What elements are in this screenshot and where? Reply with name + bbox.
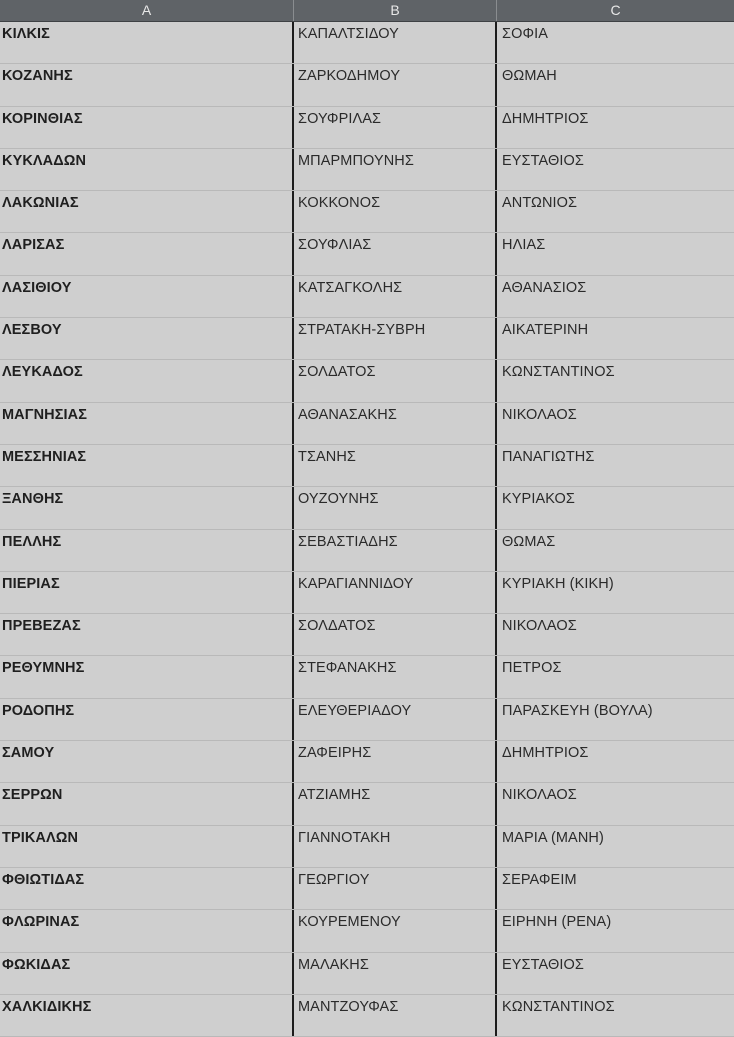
cell-a[interactable]: ΛΕΣΒΟΥ (0, 318, 294, 359)
cell-a[interactable]: ΠΕΛΛΗΣ (0, 530, 294, 571)
cell-c[interactable]: ΠΑΡΑΣΚΕΥΗ (ΒΟΥΛΑ) (502, 702, 653, 719)
cell-a[interactable]: ΚΟΡΙΝΘΙΑΣ (0, 107, 294, 148)
cell-b[interactable]: ΚΑΡΑΓΙΑΝΝΙΔΟΥ (294, 572, 497, 613)
cell-c[interactable]: ΣΟΦΙΑ (502, 26, 549, 42)
table-row (0, 149, 734, 191)
cell-b[interactable]: ΚΑΠΑΛΤΣΙΔΟΥ (294, 22, 497, 63)
table-row (0, 783, 734, 825)
cell-c[interactable]: ΑΙΚΑΤΕΡΙΝΗ (502, 322, 589, 339)
table-row (0, 614, 734, 656)
table-row (0, 318, 734, 360)
cell-b[interactable]: ΣΤΕΦΑΝΑΚΗΣ (294, 656, 497, 697)
table-row (0, 953, 734, 995)
cell-a[interactable]: ΡΟΔΟΠΗΣ (0, 699, 294, 740)
cell-b[interactable]: ΤΣΑΝΗΣ (294, 445, 497, 486)
cell-c[interactable]: ΠΕΤΡΟΣ (502, 660, 562, 677)
cell-c[interactable]: ΕΥΣΤΑΘΙΟΣ (502, 956, 584, 973)
cell-a[interactable]: ΜΑΓΝΗΣΙΑΣ (0, 403, 294, 444)
table-row (0, 868, 734, 910)
cell-b[interactable]: ΕΛΕΥΘΕΡΙΑΔΟΥ (294, 699, 497, 740)
cell-c[interactable]: ΠΑΝΑΓΙΩΤΗΣ (502, 448, 595, 465)
cell-b[interactable]: ΣΕΒΑΣΤΙΑΔΗΣ (294, 530, 497, 571)
cell-a[interactable]: ΛΑΣΙΘΙΟΥ (0, 276, 294, 317)
table-row (0, 572, 734, 614)
cell-c[interactable]: ΚΥΡΙΑΚΟΣ (502, 491, 575, 508)
cell-c[interactable]: ΕΥΣΤΑΘΙΟΣ (502, 152, 584, 169)
cell-c[interactable]: ΘΩΜΑΣ (502, 533, 556, 550)
cell-c[interactable]: ΝΙΚΟΛΑΟΣ (502, 618, 577, 635)
table-row (0, 995, 734, 1037)
cell-a[interactable]: ΧΑΛΚΙΔΙΚΗΣ (0, 995, 294, 1036)
table-row (0, 826, 734, 868)
cell-a[interactable]: ΦΘΙΩΤΙΔΑΣ (0, 868, 294, 909)
cell-c[interactable]: ΕΙΡΗΝΗ (ΡΕΝΑ) (502, 914, 612, 931)
cell-a[interactable]: ΚΟΖΑΝΗΣ (0, 64, 294, 105)
table-row (0, 445, 734, 487)
cell-c[interactable]: ΔΗΜΗΤΡΙΟΣ (502, 110, 589, 127)
cell-b[interactable]: ΚΟΥΡΕΜΕΝΟΥ (294, 910, 497, 951)
cell-a[interactable]: ΣΑΜΟΥ (0, 741, 294, 782)
table-row (0, 276, 734, 318)
cell-b[interactable]: ΚΟΚΚΟΝΟΣ (294, 191, 497, 232)
cell-a[interactable]: ΦΛΩΡΙΝΑΣ (0, 910, 294, 951)
table-row (0, 656, 734, 698)
cell-a[interactable]: ΛΕΥΚΑΔΟΣ (0, 360, 294, 401)
column-header-a[interactable]: A (0, 0, 294, 21)
cell-a[interactable]: ΚΙΛΚΙΣ (0, 22, 294, 63)
cell-c[interactable]: ΑΝΤΩΝΙΟΣ (502, 195, 578, 212)
table-row (0, 64, 734, 106)
column-header-c[interactable]: C (610, 2, 621, 18)
table-row (0, 530, 734, 572)
table-row (0, 403, 734, 445)
cell-b[interactable]: ΣΟΥΦΛΙΑΣ (294, 233, 497, 274)
cell-c[interactable]: ΝΙΚΟΛΑΟΣ (502, 787, 577, 804)
column-header-b[interactable]: B (294, 0, 497, 21)
cell-b[interactable]: ΜΠΑΡΜΠΟΥΝΗΣ (294, 149, 497, 190)
cell-c[interactable]: ΣΕΡΑΦΕΙΜ (502, 871, 577, 888)
cell-a[interactable]: ΤΡΙΚΑΛΩΝ (0, 826, 294, 867)
cell-a[interactable]: ΠΙΕΡΙΑΣ (0, 572, 294, 613)
table-row (0, 107, 734, 149)
cell-b[interactable]: ΖΑΦΕΙΡΗΣ (294, 741, 497, 782)
cell-b[interactable]: ΖΑΡΚΟΔΗΜΟΥ (294, 64, 497, 105)
cell-c[interactable]: ΜΑΡΙΑ (ΜΑΝΗ) (502, 829, 604, 846)
table-row (0, 699, 734, 741)
cell-c[interactable]: ΘΩΜΑΗ (502, 68, 557, 85)
cell-b[interactable]: ΜΑΛΑΚΗΣ (294, 953, 497, 994)
cell-b[interactable]: ΑΤΖΙΑΜΗΣ (294, 783, 497, 824)
cell-b[interactable]: ΣΟΥΦΡΙΛΑΣ (294, 107, 497, 148)
cell-a[interactable]: ΣΕΡΡΩΝ (0, 783, 294, 824)
cell-c[interactable]: ΔΗΜΗΤΡΙΟΣ (502, 745, 589, 762)
table-row (0, 22, 734, 64)
cell-a[interactable]: ΦΩΚΙΔΑΣ (0, 953, 294, 994)
cell-b[interactable]: ΟΥΖΟΥΝΗΣ (294, 487, 497, 528)
table-row (0, 910, 734, 952)
cell-a[interactable]: ΜΕΣΣΗΝΙΑΣ (0, 445, 294, 486)
table-row (0, 233, 734, 275)
cell-c[interactable]: ΝΙΚΟΛΑΟΣ (502, 406, 577, 423)
cell-c[interactable]: ΚΥΡΙΑΚΗ (ΚΙΚΗ) (502, 575, 614, 592)
cell-a[interactable]: ΠΡΕΒΕΖΑΣ (0, 614, 294, 655)
table-row (0, 741, 734, 783)
cell-b[interactable]: ΑΘΑΝΑΣΑΚΗΣ (294, 403, 497, 444)
cell-c[interactable]: ΑΘΑΝΑΣΙΟΣ (502, 279, 587, 296)
cell-b[interactable]: ΚΑΤΣΑΓΚΟΛΗΣ (294, 276, 497, 317)
cell-a[interactable]: ΛΑΡΙΣΑΣ (0, 233, 294, 274)
column-header-row (0, 0, 734, 22)
cell-b[interactable]: ΣΟΛΔΑΤΟΣ (294, 614, 497, 655)
cell-b[interactable]: ΣΤΡΑΤΑΚΗ-ΣΥΒΡΗ (294, 318, 497, 359)
cell-c[interactable]: ΚΩΝΣΤΑΝΤΙΝΟΣ (502, 364, 615, 381)
cell-b[interactable]: ΓΕΩΡΓΙΟΥ (294, 868, 497, 909)
cell-b[interactable]: ΜΑΝΤΖΟΥΦΑΣ (294, 995, 497, 1036)
cell-b[interactable]: ΓΙΑΝΝΟΤΑΚΗ (294, 826, 497, 867)
cell-a[interactable]: ΚΥΚΛΑΔΩΝ (0, 149, 294, 190)
cell-a[interactable]: ΡΕΘΥΜΝΗΣ (0, 656, 294, 697)
cell-b[interactable]: ΣΟΛΔΑΤΟΣ (294, 360, 497, 401)
cell-c[interactable]: ΚΩΝΣΤΑΝΤΙΝΟΣ (502, 998, 615, 1015)
cell-grid (0, 22, 734, 1037)
cell-c[interactable]: ΗΛΙΑΣ (502, 237, 546, 254)
cell-a[interactable]: ΛΑΚΩΝΙΑΣ (0, 191, 294, 232)
table-row (0, 191, 734, 233)
table-row (0, 487, 734, 529)
cell-a[interactable]: ΞΑΝΘΗΣ (0, 487, 294, 528)
table-row (0, 360, 734, 402)
